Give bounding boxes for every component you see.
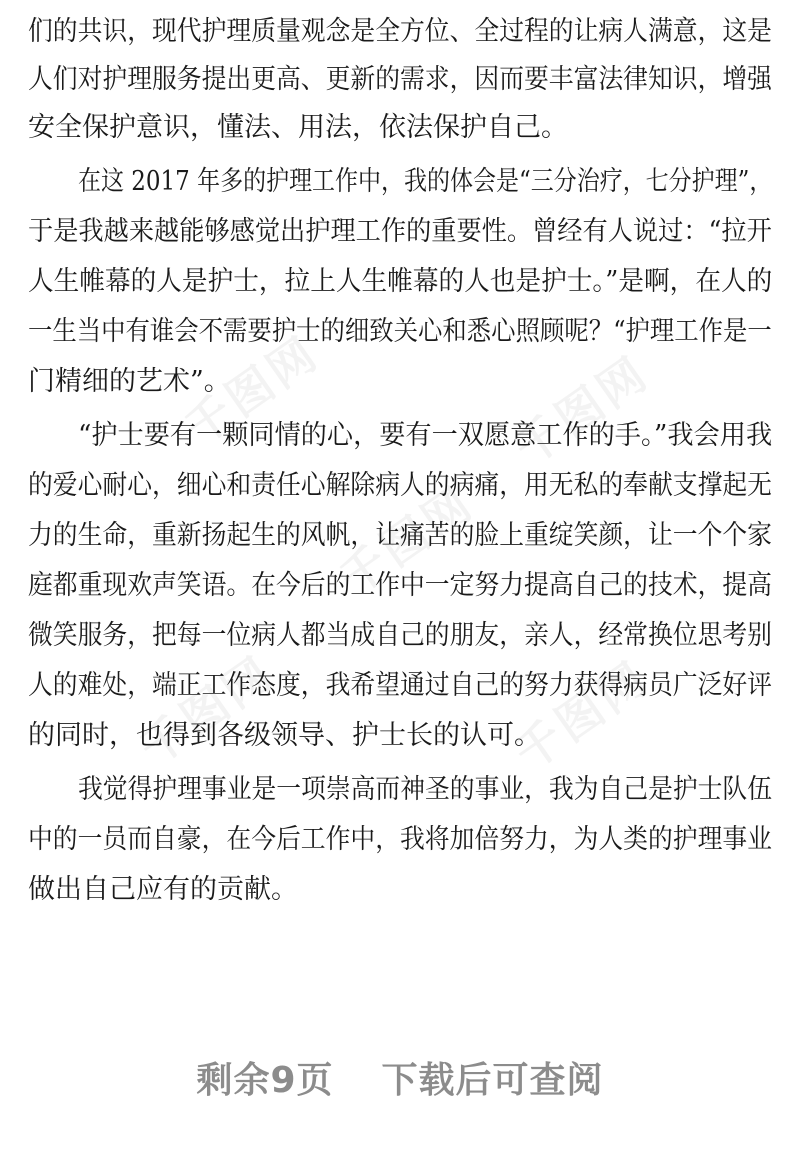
remaining-pages-banner[interactable] xyxy=(0,1052,800,1103)
line-text: 人们对护理服务提出更高、更新的需求，因而要丰富法律知识，增强 xyxy=(28,64,772,95)
watermark: 千图网 xyxy=(504,345,659,476)
watermark: 千图网 xyxy=(129,645,284,776)
watermark: 千图网 xyxy=(504,650,659,781)
line-text: 的同时，也得到各级领导、护士长的认可。 xyxy=(28,720,541,751)
line-text: 门精细的艺术”。 xyxy=(28,366,231,397)
line-text: 们的共识，现代护理质量观念是全方位、全过程的让病人满意，这是 xyxy=(28,16,772,47)
line-text: “护士要有一颗同情的心，要有一双愿意工作的手。”我会用我 xyxy=(78,420,773,451)
line-text: 力的生命，重新扬起生的风帆，让痛苦的脸上重绽笑颜，让一个个家 xyxy=(28,520,772,551)
line-text: 做出自己应有的贡献。 xyxy=(28,874,298,905)
line-text: 安全保护意识，懂法、用法，依法保护自己。 xyxy=(28,112,568,143)
line-text: 中的一员而自豪，在今后工作中，我将加倍努力，为人类的护理事业 xyxy=(28,824,772,855)
line-text: 庭都重现欢声笑语。在今后的工作中一定努力提高自己的技术，提高 xyxy=(28,570,772,601)
line-text: 的爱心耐心，细心和责任心解除病人的病痛，用无私的奉献支撑起无 xyxy=(28,470,772,501)
line-text: 人生帷幕的人是护士，拉上人生帷幕的人也是护士。”是啊，在人的 xyxy=(28,266,773,297)
line-text: 人的难处，端正工作态度，我希望通过自己的努力获得病员广泛好评 xyxy=(28,670,772,701)
watermark: 千图网 xyxy=(174,325,329,456)
line-text: 微笑服务，把每一位病人都当成自己的朋友，亲人，经常换位思考别 xyxy=(28,620,772,651)
remaining-pages-count: 剩余9页 xyxy=(196,1060,334,1101)
download-prompt[interactable]: 下载后可查阅 xyxy=(381,1060,604,1101)
line-text: 一生当中有谁会不需要护士的细致关心和悉心照顾呢？“护理工作是一 xyxy=(28,316,772,347)
watermark: 千图网 xyxy=(329,475,484,606)
line-text: 在这 2017 年多的护理工作中，我的体会是“三分治疗，七分护理”， xyxy=(78,166,773,197)
line-text: 于是我越来越能够感觉出护理工作的重要性。曾经有人说过：“拉开 xyxy=(28,216,772,247)
line-text: 我觉得护理事业是一项崇高而神圣的事业，我为自己是护士队伍 xyxy=(78,774,773,805)
